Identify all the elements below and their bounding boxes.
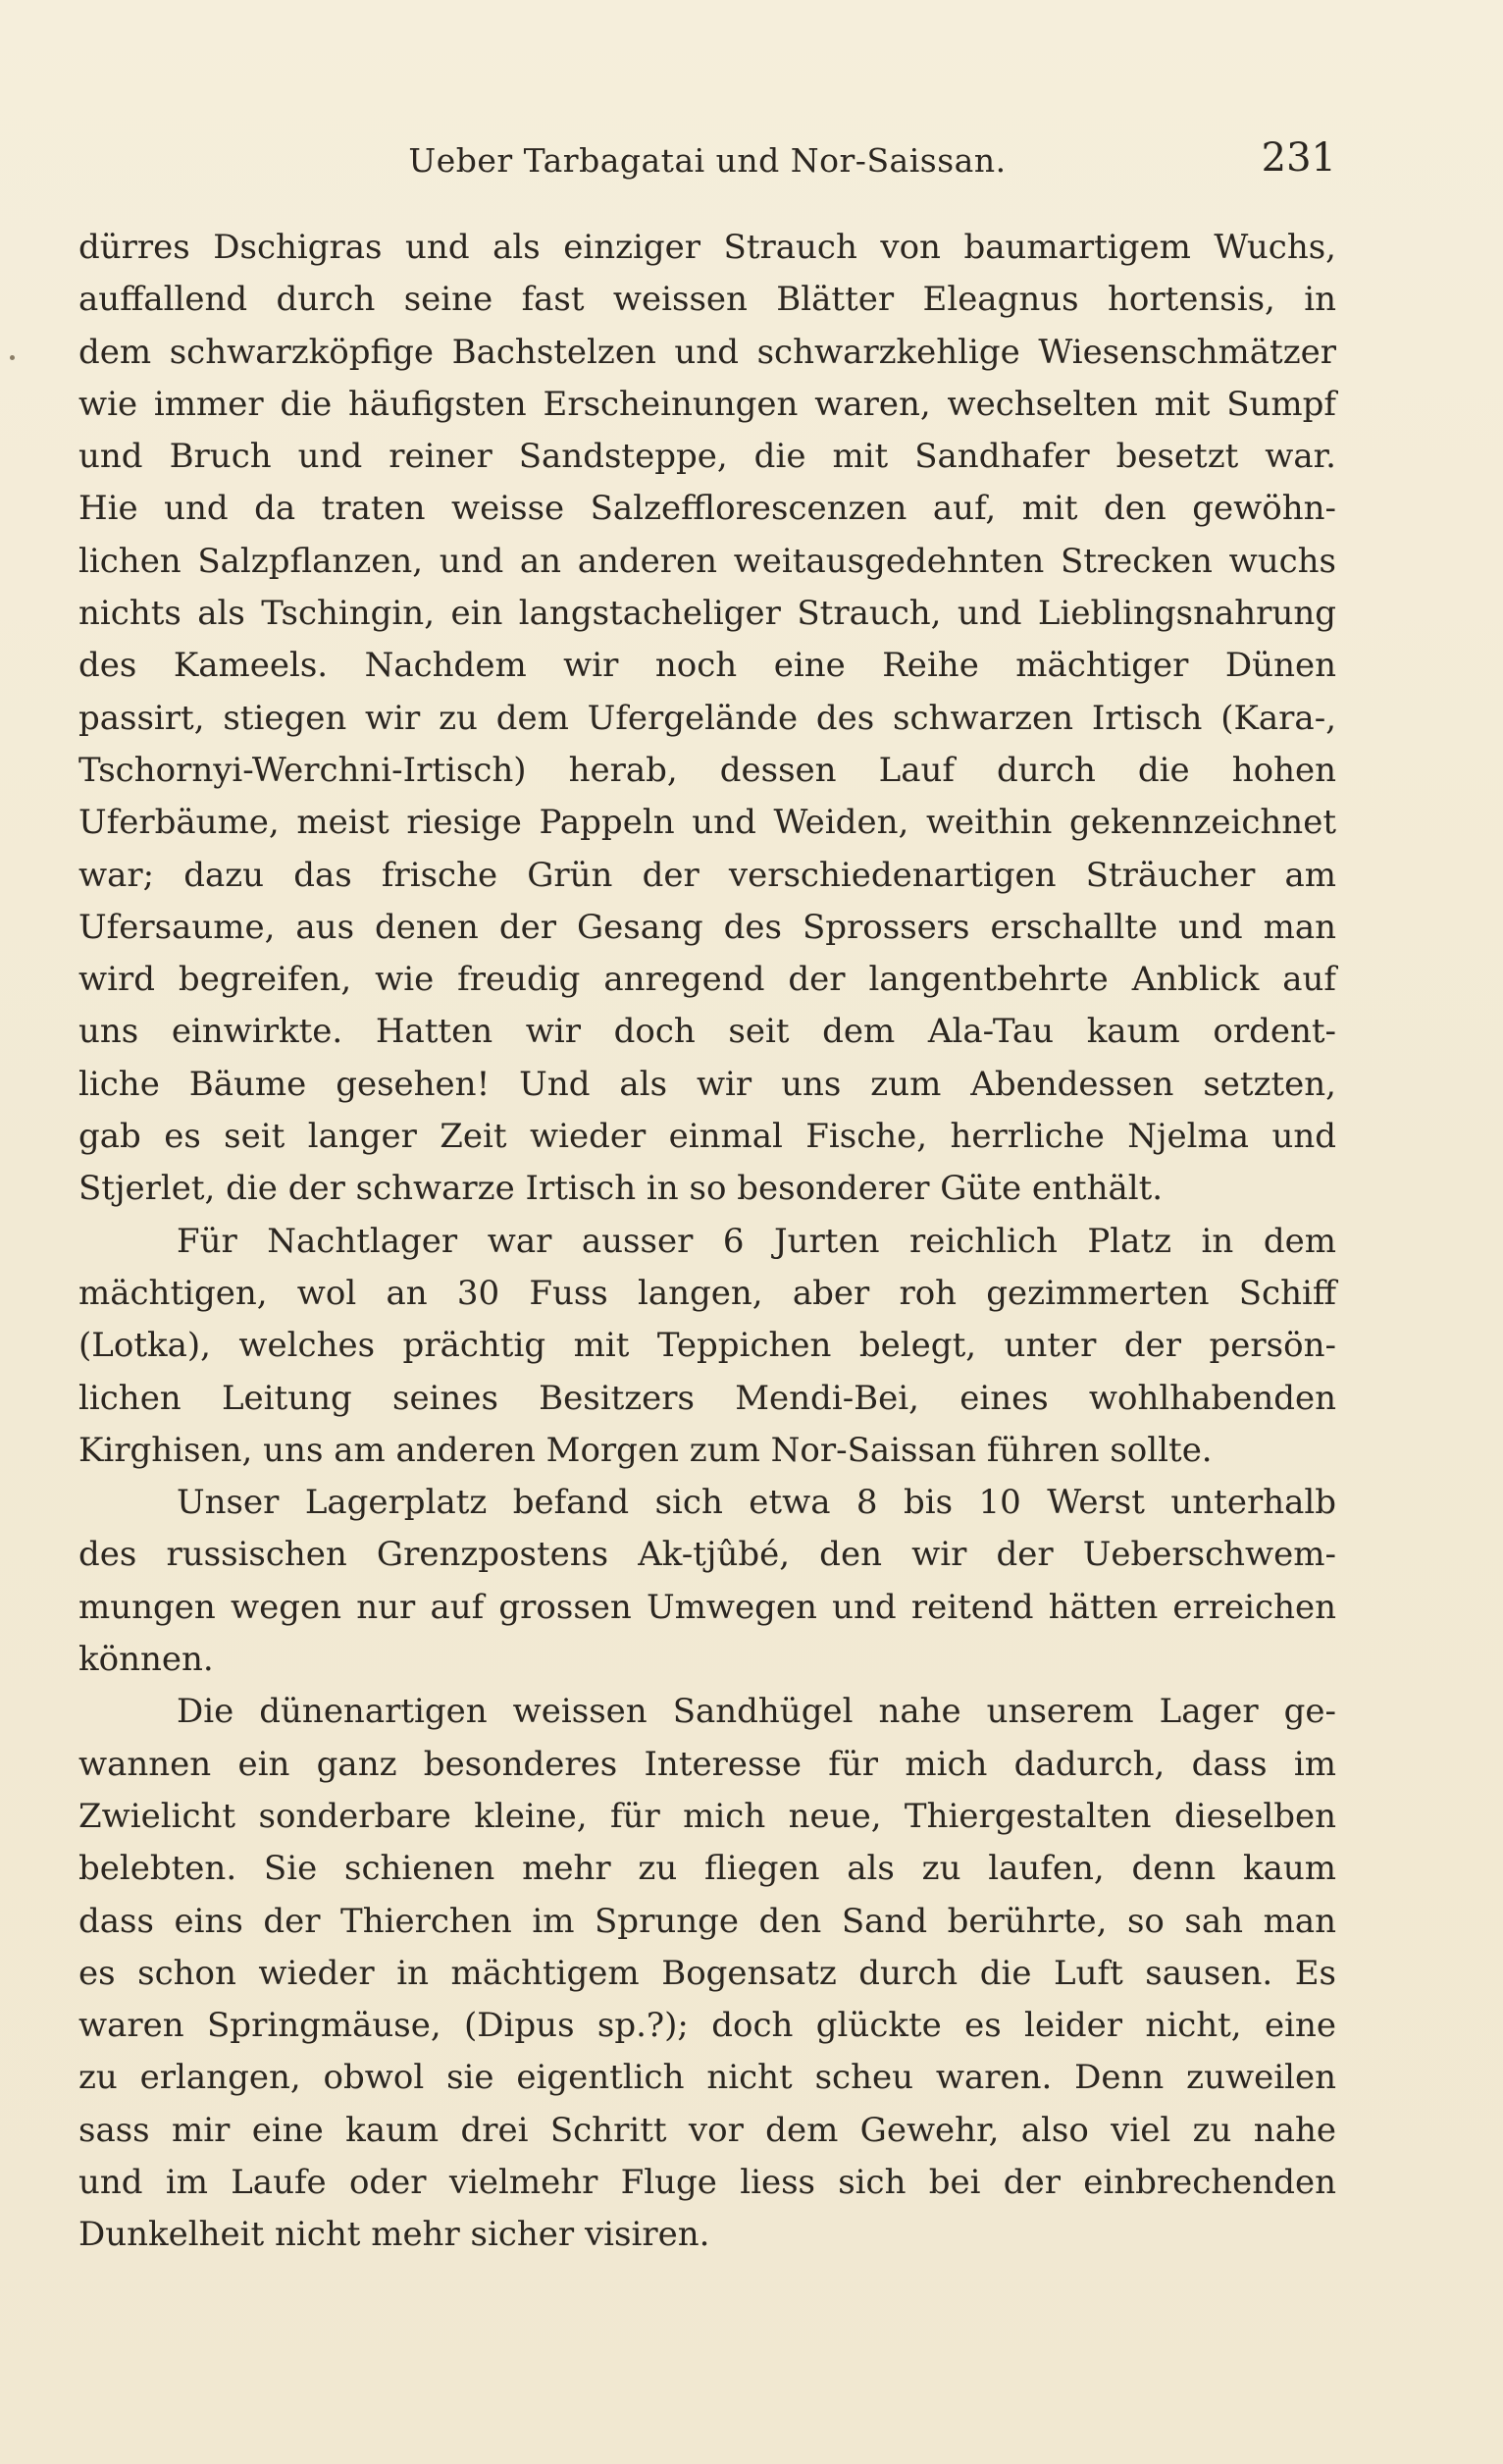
text-line: und im Laufe oder vielmehr Fluge liess sich bei der einbrechenden [78, 2162, 1336, 2202]
text-line: Kirghisen, uns am anderen Morgen zum Nor-Saissan führen sollte. [78, 1430, 1213, 1470]
text-line: lichen Leitung seines Besitzers Mendi-Bei, eines wohlhabenden [78, 1378, 1336, 1418]
running-header [78, 135, 1336, 184]
text-line: des russischen Grenzpostens Ak-tjûbé, den wir der Ueberschwem- [78, 1535, 1336, 1575]
text-line: waren Springmäuse, (Dipus sp.?); doch glückte es leider nicht, eine [78, 2006, 1336, 2046]
text-line: gab es seit langer Zeit wieder einmal Fische, herrliche Njelma und [78, 1117, 1336, 1157]
body-text [78, 222, 1336, 2262]
text-line: Uferbäume, meist riesige Pappeln und Weiden, weithin gekennzeichnet [78, 803, 1336, 843]
running-title: Ueber Tarbagatai und Nor-Saissan. [408, 141, 1007, 180]
text-line: wie immer die häufigsten Erscheinungen waren, wechselten mit Sumpf [78, 384, 1336, 424]
text-line: uns einwirkte. Hatten wir doch seit dem Ala-Tau kaum ordent- [78, 1012, 1336, 1052]
text-line: können. [78, 1640, 214, 1680]
text-line: war; dazu das frische Grün der verschiedenartigen Sträucher am [78, 855, 1336, 895]
text-line: Unser Lagerplatz befand sich etwa 8 bis 10 Werst unterhalb [177, 1483, 1336, 1523]
text-line: passirt, stiegen wir zu dem Ufergelände des schwarzen Irtisch (Kara-, [78, 698, 1336, 738]
text-line: (Lotka), welches prächtig mit Teppichen belegt, unter der persön- [78, 1326, 1336, 1366]
text-line: liche Bäume gesehen! Und als wir uns zum Abendessen setzten, [78, 1064, 1336, 1104]
text-line: nichts als Tschingin, ein langstacheliger Strauch, und Lieblingsnahrung [78, 594, 1336, 634]
margin-mark [10, 355, 15, 360]
text-line: dürres Dschigras und als einziger Strauch von baumartigem Wuchs, [78, 228, 1336, 267]
text-line: auffallend durch seine fast weissen Blätter Eleagnus hortensis, in [78, 280, 1336, 320]
text-line: zu erlangen, obwol sie eigentlich nicht scheu waren. Denn zuweilen [78, 2058, 1336, 2098]
text-line: dass eins der Thierchen im Sprunge den Sand berührte, so sah man [78, 1901, 1336, 1941]
text-line: mungen wegen nur auf grossen Umwegen und reitend hätten erreichen [78, 1587, 1336, 1627]
page-number: 231 [1261, 135, 1336, 181]
text-line: wannen ein ganz besonderes Interesse für mich dadurch, dass im [78, 1744, 1336, 1784]
text-line: Ufersaume, aus denen der Gesang des Sprossers erschallte und man [78, 907, 1336, 947]
text-line: Für Nachtlager war ausser 6 Jurten reichlich Platz in dem [177, 1221, 1336, 1261]
text-line: dem schwarzköpfige Bachstelzen und schwarzkehlige Wiesenschmätzer [78, 332, 1336, 372]
text-line: wird begreifen, wie freudig anregend der langentbehrte Anblick auf [78, 960, 1336, 1000]
text-line: Die dünenartigen weissen Sandhügel nahe unserem Lager ge- [177, 1692, 1336, 1732]
text-line: mächtigen, wol an 30 Fuss langen, aber roh gezimmerten Schiff [78, 1273, 1336, 1313]
text-line: sass mir eine kaum drei Schritt vor dem Gewehr, also viel zu nahe [78, 2110, 1336, 2150]
text-line: es schon wieder in mächtigem Bogensatz durch die Luft sausen. Es [78, 1953, 1336, 1993]
text-line: belebten. Sie schienen mehr zu fliegen als zu laufen, denn kaum [78, 1849, 1336, 1889]
text-line: Tschornyi-Werchni-Irtisch) herab, dessen Lauf durch die hohen [78, 750, 1336, 790]
text-line: lichen Salzpflanzen, und an anderen weitausgedehnten Strecken wuchs [78, 541, 1336, 581]
text-line: Zwielicht sonderbare kleine, für mich neue, Thiergestalten dieselben [78, 1796, 1336, 1836]
text-line: Stjerlet, die der schwarze Irtisch in so besonderer Güte enthält. [78, 1169, 1164, 1209]
text-line: Hie und da traten weisse Salzefflorescenzen auf, mit den gewöhn- [78, 489, 1336, 529]
text-line: und Bruch und reiner Sandsteppe, die mit Sandhafer besetzt war. [78, 437, 1336, 477]
text-line: des Kameels. Nachdem wir noch eine Reihe mächtiger Dünen [78, 646, 1336, 686]
text-line: Dunkelheit nicht mehr sicher visiren. [78, 2215, 710, 2255]
